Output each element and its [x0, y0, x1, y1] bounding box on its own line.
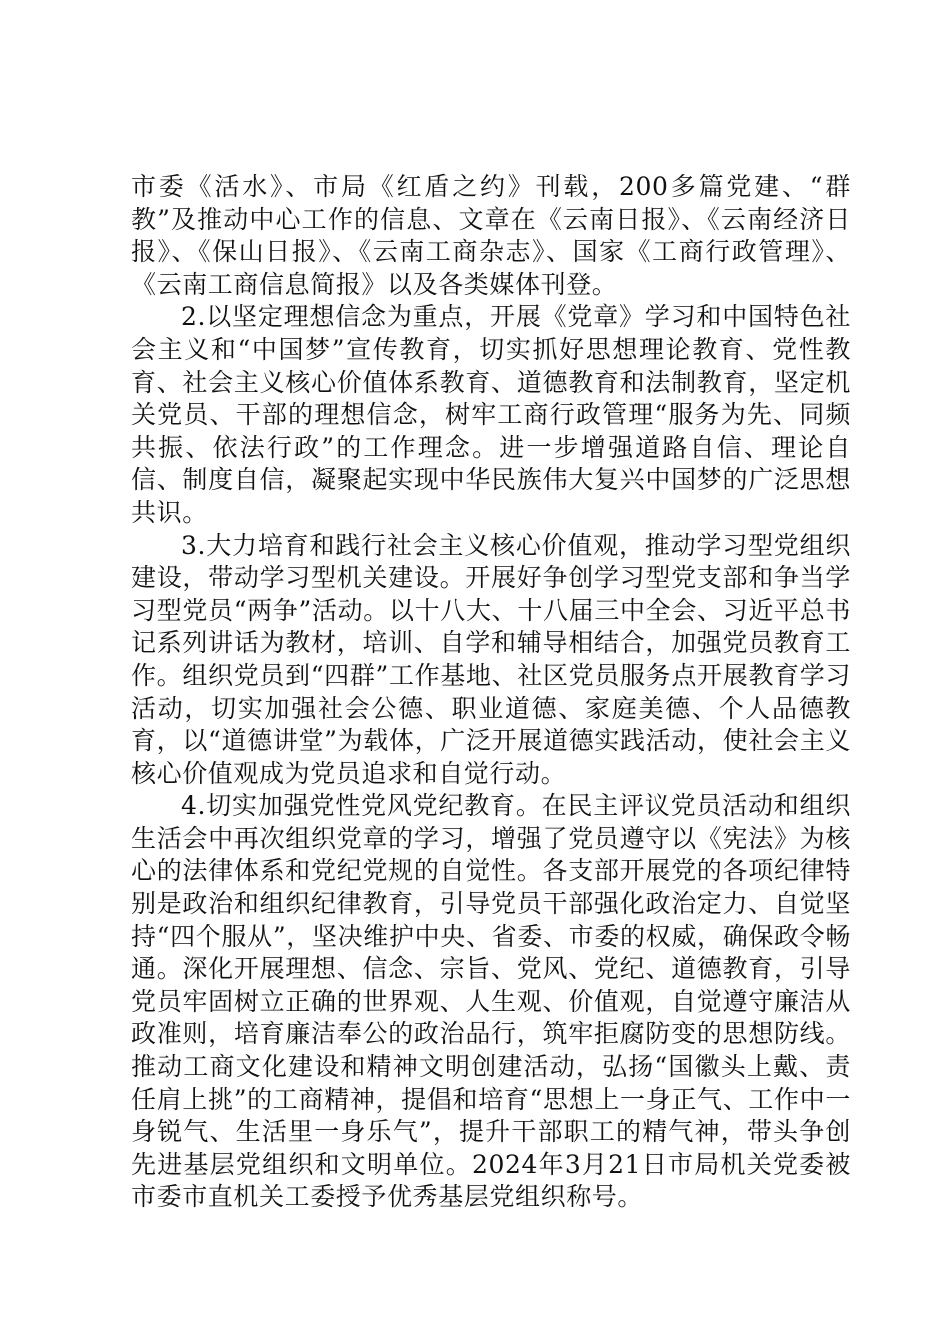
body-text — [131, 171, 851, 1214]
paragraph-item-4: 4.切实加强党性党风党纪教育。在民主评议党员活动和组织生活会中再次组织党章的学习，增强了党员遵守以《宪法》为核心的法律体系和党纪党规的自觉性。各支部开展党的各项纪律特别是政治和组织纪律教育，引导党员干部强化政治定力、自觉坚持“四个服从”，坚决维护中央、省委、市委的权威，确保政令畅通。深化开展理想、信念、宗旨、党风、党纪、道德教育，引导党员牢固树立正确的世界观、人生观、价值观，自觉遵守廉洁从政准则，培育廉洁奉公的政治品行，筑牢拒腐防变的思想防线。推动工商文化建设和精神文明创建活动，弘扬“国徽头上戴、责任肩上挑”的工商精神，提倡和培育“思想上一身正气、工作中一身锐气、生活里一身乐气”，提升干部职工的精气神，带头争创先进基层党组织和文明单位。2024年3月21日市局机关党委被市委市直机关工委授予优秀基层党组织称号。 — [131, 791, 851, 1212]
paragraph-item-2: 2.以坚定理想信念为重点，开展《党章》学习和中国特色社会主义和“中国梦”宣传教育，切实抓好思想理论教育、党性教育、社会主义核心价值体系教育、道德教育和法制教育，坚定机关党员、干部的理想信念，树牢工商行政管理“服务为先、同频共振、依法行政”的工作理念。进一步增强道路自信、理论自信、制度自信，凝聚起实现中华民族伟大复兴中国梦的广泛思想共识。 — [131, 302, 851, 527]
paragraph-item-3: 3.大力培育和践行社会主义核心价值观，推动学习型党组织建设，带动学习型机关建设。开展好争创学习型党支部和争当学习型党员“两争”活动。以十八大、十八届三中全会、习近平总书记系列讲话为教材，培训、自学和辅导相结合，加强党员教育工作。组织党员到“四群”工作基地、社区党员服务点开展教育学习活动，切实加强社会公德、职业道德、家庭美德、个人品德教育，以“道德讲堂”为载体，广泛开展道德实践活动，使社会主义核心价值观成为党员追求和自觉行动。 — [131, 530, 851, 788]
paragraph-continuation: 市委《活水》、市局《红盾之约》刊载，200多篇党建、“群教”及推动中心工作的信息、文章在《云南日报》、《云南经济日报》、《保山日报》、《云南工商杂志》、国家《工商行政管理》、《云南工商信息简报》以及各类媒体刊登。 — [131, 172, 851, 299]
